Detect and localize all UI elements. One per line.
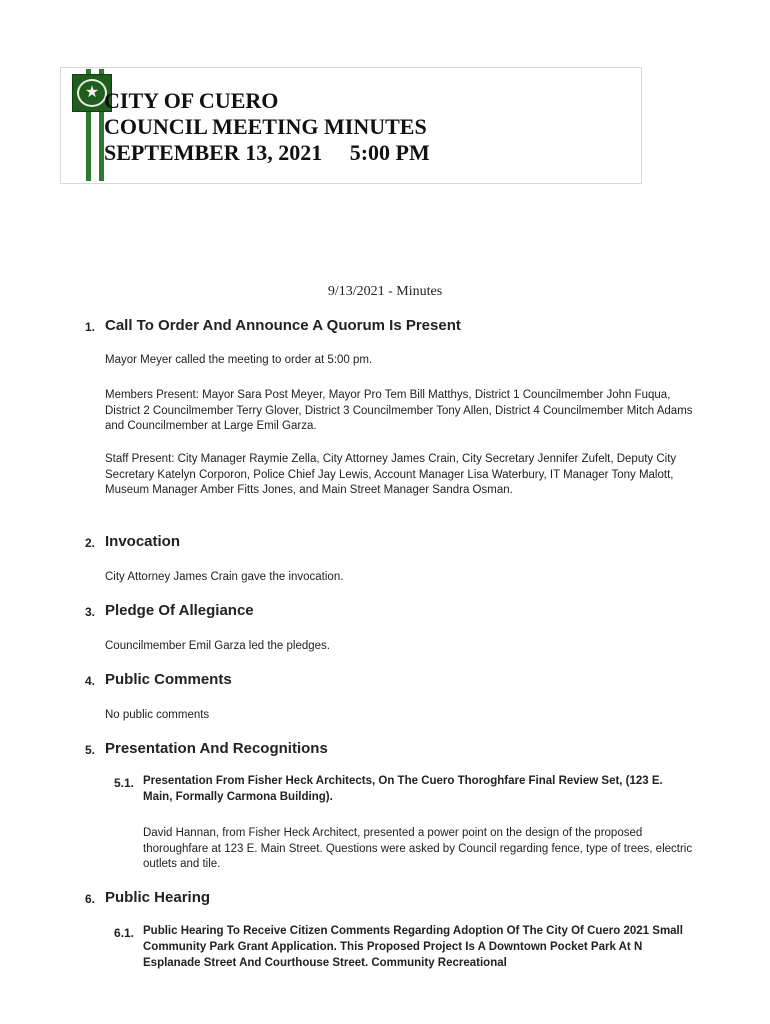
item-paragraph: Mayor Meyer called the meeting to order at 5:00 pm. bbox=[105, 354, 373, 366]
item-number: 6. bbox=[85, 892, 96, 906]
item-number: 5. bbox=[85, 743, 96, 757]
item-number: 2. bbox=[85, 536, 96, 550]
subitem-number: 6.1. bbox=[114, 926, 135, 940]
item-number: 4. bbox=[85, 674, 96, 688]
item-heading: Pledge Of Allegiance bbox=[105, 602, 254, 619]
item-heading: Presentation And Recognitions bbox=[105, 740, 328, 757]
item-number: 3. bbox=[85, 605, 96, 619]
item-paragraph: No public comments bbox=[105, 709, 210, 721]
item-heading: Call To Order And Announce A Quorum Is Present bbox=[105, 317, 461, 334]
item-heading: Public Hearing bbox=[105, 889, 211, 906]
subitem-heading: Presentation From Fisher Heck Architects, On The Cuero Thoroghfare Final Review Set, (123 E. Main, Formally Carmona Building). bbox=[143, 775, 663, 803]
title-meeting: COUNCIL MEETING MINUTES bbox=[104, 114, 427, 139]
item-heading: Invocation bbox=[105, 533, 181, 550]
item-heading: Public Comments bbox=[105, 671, 232, 688]
item-paragraph: Members Present: Mayor Sara Post Meyer, Mayor Pro Tem Bill Matthys, District 1 Councilmember John Fuqua, District 2 Councilmember Terry Glover, District 3 Councilmember Tony Allen, District 4 Councilmember Mitch Adams and Councilmember at Large Emil Garza. bbox=[105, 389, 693, 432]
subitem-paragraph: David Hannan, from Fisher Heck Architect, presented a power point on the design of the proposed thoroughfare at 123 E. Main Street. Questions were asked by Council regarding fence, type of trees, electric outlets and tile. bbox=[143, 827, 693, 870]
title-city: CITY OF CUERO bbox=[104, 88, 279, 113]
city-seal-logo: ★ bbox=[72, 74, 112, 112]
item-number: 1. bbox=[85, 320, 96, 334]
minutes-label: 9/13/2021 - Minutes bbox=[327, 284, 443, 299]
title-date: SEPTEMBER 13, 2021 5:00 PM bbox=[104, 140, 430, 165]
subitem-number: 5.1. bbox=[114, 776, 135, 790]
subitem-heading: Public Hearing To Receive Citizen Comments Regarding Adoption Of The City Of Cuero 2021 Small Community Park Grant Application. This Proposed Project Is A Downtown Pocket Park At N Esplanade Street And Courthouse Street. Community Recreational bbox=[143, 925, 683, 969]
item-paragraph: City Attorney James Crain gave the invocation. bbox=[105, 571, 344, 583]
item-paragraph: Councilmember Emil Garza led the pledges. bbox=[105, 640, 330, 652]
item-paragraph: Staff Present: City Manager Raymie Zella, City Attorney James Crain, City Secretary Jennifer Zufelt, Deputy City Secretary Katelyn Corporon, Police Chief Jay Lewis, Account Manager Lisa Waterbury, IT Manager Tony Malott, Museum Manager Amber Fitts Jones, and Main Street Manager Sandra Osman. bbox=[105, 453, 677, 496]
